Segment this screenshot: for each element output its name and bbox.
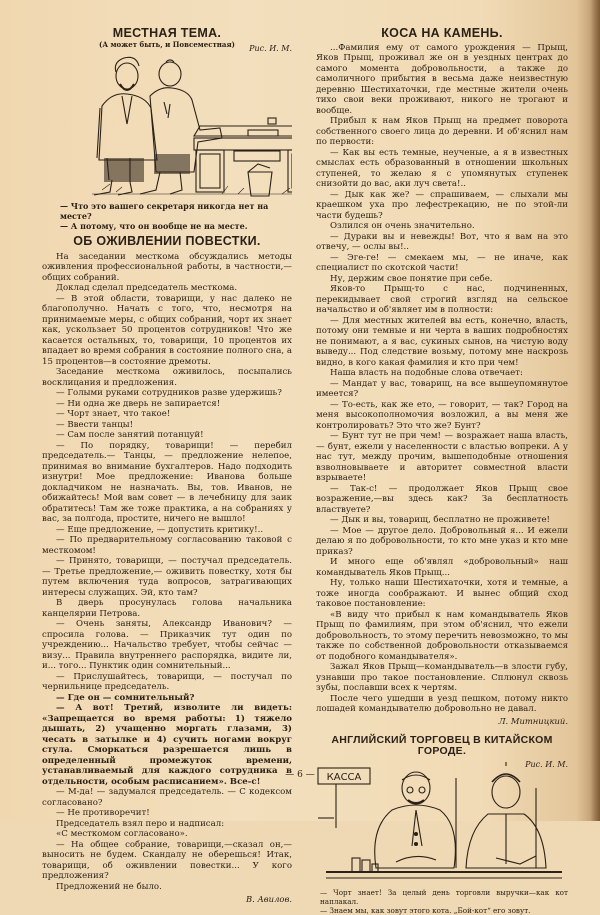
caption-line-2: — Знаем мы, как зовут этого кота. „Бой-кот“ его зовут. <box>320 906 531 915</box>
paragraph: — Бунт тут не при чем! — возражает наша власть, — бунт, ежели у населенности с властью вопреки. А у нас тут, между прочим, вышеподобные отношения взволновываете и авторитет совместной власти взрываете! <box>316 431 568 483</box>
paragraph: «С месткомом согласовано». <box>56 829 188 839</box>
paragraph: — Чорт знает, что такое! <box>56 409 171 419</box>
paragraph: — Еще предложение, — допустить критику!.. <box>56 524 264 535</box>
paragraph: Заседание месткома оживилось, посыпались восклицания и предложения. <box>42 367 292 388</box>
paragraph: — Дураки вы и невежды! Вот, что я вам на это отвечу, — ослы вы!.. <box>316 231 568 252</box>
paragraph: — Где он — сомнительный? <box>56 692 195 703</box>
svg-text:КАССА: КАССА <box>326 772 362 783</box>
paragraph: Ну, держим свое понятие при себе. <box>330 273 493 284</box>
paragraph: Предложений не было. <box>56 881 162 892</box>
page-number: — 6 — <box>285 770 315 780</box>
paragraph: Ну, только наши Шестихаточки, хотя и темные, а тоже иногда соображают. И вынес общий сход таковое постановление: <box>316 578 568 609</box>
caption-line-1: — Что это вашего секретаря никогда нет на месте? <box>60 201 269 221</box>
article-title-revival: ОБ ОЖИВЛЕНИИ ПОВЕСТКИ. <box>73 234 261 248</box>
paragraph: Прибыл к нам Яков Прыщ на предмет поворота собственного своего лица до деревни. И об'яснил нам по первости: <box>316 116 568 147</box>
paragraph: Наша власть на подобные слова отвечает: <box>330 368 523 378</box>
paragraph: — Дык и вы, товарищ, бесплатно не проживете! <box>330 515 550 525</box>
article-body-revival <box>42 252 292 893</box>
paragraph: Зажал Яков Прыщ—командыватель—в злости губу, узнавши про такое постановление. Сплюнул сквозь зубы, пославши всех к чертям. <box>316 662 568 693</box>
paragraph: — Эге-ге! — смекаем мы, — не иначе, как специалист по скотской части! <box>316 252 568 273</box>
article-author-avilov: В. Авилов. <box>245 894 292 904</box>
cartoon-title-english-merchant: АНГЛИЙСКИЙ ТОРГОВЕЦ В КИТАЙСКОМ ГОРОДЕ. <box>331 734 553 757</box>
paragraph: — Не противоречит! <box>56 808 150 818</box>
cartoon-subtitle: (А может быть, и Повсеместная) <box>99 39 235 49</box>
paragraph: ...Фамилия ему от самого урождения — Прыщ, Яков Прыщ, проживал же он в уездных центрах до самого момента добровольности, а также до самоличного прибытия в весьма даже неизвестную деревню Шестихаточки, где местные жители очень тихо свои веки проживают, никого не трогают и вообще. <box>316 42 568 116</box>
paragraph: — Дык как же? — спрашиваем, — слыхали мы краешком уха про лефестрекацию, не по этой-ли части будешь? <box>316 189 568 221</box>
page-edge-shadow <box>590 0 600 821</box>
paragraph: — Сам после занятий потанцуй! <box>56 430 204 440</box>
paragraph: — Так-с! — продолжает Яков Прыщ свое возражение,—вы здесь как? За бесплатность властвуете? <box>316 483 568 515</box>
cartoon-caption-merchant <box>316 888 568 915</box>
paragraph: — Очень заняты, Александр Иванович? — спросила голова. — Приказчик тут один по учреждению... Начальство требует, чтобы сейчас — визу... Правила внутреннего распорядка, видите ли, и... того... Пунктик один сомнительный... <box>42 619 292 671</box>
paragraph: — Мое — другое дело. Добровольный я... И ежели делаю я по добровольности, то кто мне указ и кто мне приказ? <box>316 525 568 557</box>
left-column <box>42 0 292 905</box>
paragraph: В дверь просунулась голова начальника канцелярии Петрова. <box>42 598 292 619</box>
paragraph: — Как вы есть темные, неученые, а я в известных смыслах есть образованный в отношении школьных ступеней, то желаю я с упомянутых ступенек снизойти до вас, аки луч света!.. <box>316 147 568 189</box>
paragraph: — Принято, товарищи, — постучал председатель. — Третье предложение,— оживить повестку, хотя бы путем включения туда вопросов, затрагивающих интересы служащих. Эй, кто там? <box>42 556 292 598</box>
paragraph: — Мандат у вас, товарищ, на все вышеупомянутое имеется? <box>316 378 568 399</box>
caption-line-1: — Чорт знает! За целый день торговли выручки—как кот наплакал. <box>320 888 568 906</box>
paragraph: Озлился он очень значительно. <box>330 221 475 231</box>
paragraph: — А вот! Третий, изволите ли видеть: «Запрещается во время работы: 1) тяжело дышать, 2) учащенно моргать глазами, 3) чесать в затылке и 4) сучить ногами вокруг стула. Сморкаться разрешается лишь в определенный промежуток времени, устанавливаемый для каждого сотрудника в отдельности, особым расписанием». Все-с! <box>42 703 292 787</box>
paragraph: — То-есть, как же ето, — говорит, — так? Город на меня высокополномочия возложил, а вы меня же контролировать? Это что же? Бунт? <box>316 399 568 431</box>
article-author-mitnitsky: Л. Митницкий. <box>498 715 568 726</box>
cartoon-credit-merchant: Рис. И. М. <box>525 760 568 769</box>
paragraph: — По порядку, товарищи! — перебил председатель.— Танцы, — предложение нелепое, принимая во внимание бухгалтеров. Надо подходить изнутри! Мое предложение: Иванова больше докладчиком не назначать. Вы, тов. Иванов, не обижайтесь! Мой вам совет — в лечебницу для заик обратитесь! Там же тоже практика, а на собраниях у вас, за полгода, простите, ничего не вышло! <box>42 440 292 524</box>
paragraph: После чего ушедши в уезд пешком, потому никто лошадей командывателю добровольно не давал. <box>316 693 568 714</box>
paragraph: — По предварительному согласованию таковой с месткомом! <box>42 535 292 556</box>
paragraph: — Ни одна же дверь не запирается! <box>56 398 221 409</box>
two-men-desk-drawing-icon <box>42 54 292 199</box>
paragraph: На заседании месткома обсуждались методы оживления профессиональной работы, в частности,—общих собраний. <box>42 251 292 283</box>
paragraph: — Для местных жителей вы есть, конечно, власть, потому они темные и ни черта в ваших подробностях не понимают, а я вас, сукиных сынов, на чистую воду выведу... Под следствие возьму, потому мне наскрозь видно, в кого какая фамилия и кто при чем! <box>316 315 568 368</box>
paragraph: Председатель взял перо и надписал: <box>56 818 225 829</box>
paragraph: Яков-то Прыщ-то с нас, подчиненных, перекидывает свой строгий взгляд на сельское начальство и об'являет им в полности: <box>316 284 568 315</box>
cartoon-credit: Рис. И. М. <box>249 43 292 53</box>
article-title-scythe: КОСА НА КАМЕНЬ. <box>381 26 503 40</box>
cartoon-illustration-office <box>42 54 292 199</box>
cartoon-caption-office <box>42 201 292 231</box>
paragraph: — Ввести танцы! <box>56 419 134 430</box>
cartoon-title-local-topic: МЕСТНАЯ ТЕМА. <box>112 26 222 40</box>
paragraph: «В виду что прибыл к нам командыватель Яков Прыщ по фамилиям, при этом об'яснил, что ежели добровольность, то этому перечить невозможно, то мы также по собственной добровольности отказываемся от подобного командывателя». <box>316 609 568 662</box>
paragraph: Доклад сделал председатель месткома. <box>56 283 238 293</box>
paragraph: — Голыми руками сотрудников разве удержишь? <box>56 388 282 398</box>
paragraph: — На общее собрание, товарищи,—сказал он,—выносить не будем. Скандалу не оберешься! Итак, товарищи, об оживлении повестки... У кого предложения? <box>42 839 292 881</box>
paragraph: — Прислушайтесь, товарищи, — постучал по чернильнице председатель. <box>42 671 292 692</box>
paragraph: — М-да! — задумался председатель. — С кодексом согласовано? <box>42 787 292 808</box>
paragraph: И много еще об'являл «добровольный» наш командыватель Яков Прыщ... <box>316 557 568 578</box>
caption-line-2: — А потому, что он вообще не на месте. <box>60 221 248 231</box>
paragraph: — В этой области, товарищи, у нас далеко не благополучно. Начать с того, что, несмотря на принимаемые меры, с общих собраний, чорт их знает как, ускользает 50 процентов сотрудников! Что же касается остальных, то, товарищи, 10 процентов их впадает во время собрания в состояние полного сна, а 15 процентов—в состояние дремоты. <box>42 293 292 367</box>
article-body-scythe <box>316 43 568 715</box>
